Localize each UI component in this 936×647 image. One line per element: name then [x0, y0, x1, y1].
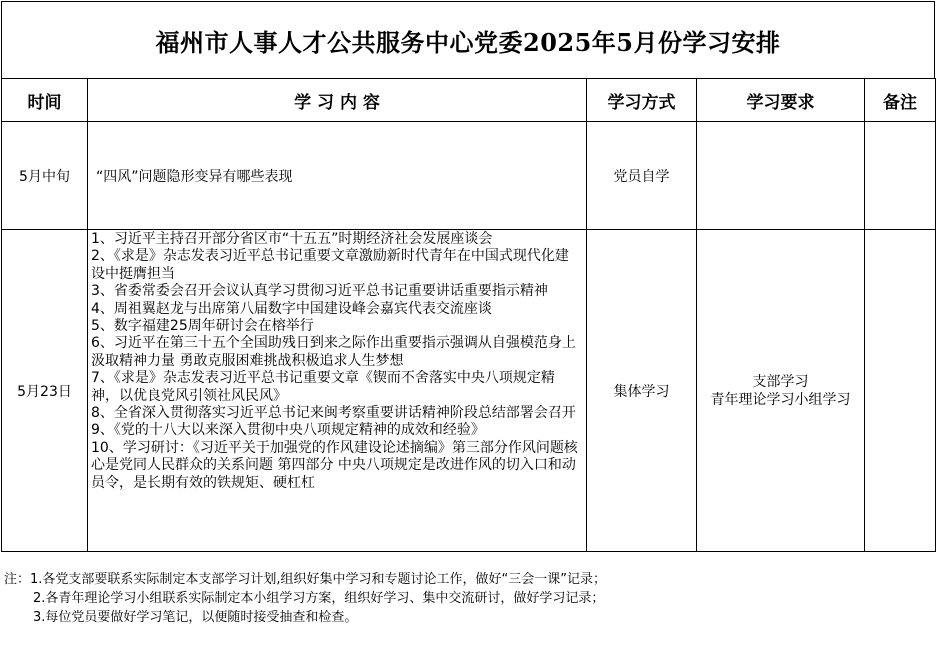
cell-remark	[865, 230, 936, 552]
study-item: 9、《党的十八大以来深入贯彻中央八项规定精神的成效和经验》	[91, 422, 485, 439]
study-item: 2、《求是》杂志发表习近平总书记重要文章激励新时代青年在中国式现代化建设中挺膺担当	[91, 248, 569, 282]
cell-content: “四风”问题隐形变异有哪些表现	[88, 122, 587, 230]
study-item: 8、全省深入贯彻落实习近平总书记来闽考察重要讲话精神阶段总结部署会召开	[91, 405, 576, 422]
header-method: 学习方式	[587, 79, 697, 122]
cell-requirement	[697, 230, 865, 552]
note-line: 注：1.各党支部要联系实际制定本支部学习计划,组织好集中学习和专题讨论工作，做好“三会一课”记录；	[4, 572, 607, 587]
cell-remark	[865, 122, 936, 230]
cell-time: 5月23日	[2, 230, 88, 552]
schedule-table	[1, 78, 936, 552]
note-line: 3.每位党员要做好学习笔记，以便随时接受抽查和检查。	[33, 610, 358, 625]
table-header-row	[2, 79, 936, 122]
note-line: 2.各青年理论学习小组联系实际制定本小组学习方案，组织好学习、集中交流研讨，做好学习记录；	[33, 591, 605, 606]
table-row	[2, 230, 936, 552]
requirement-line: 支部学习	[752, 373, 809, 390]
requirement-line: 青年理论学习小组学习	[710, 391, 851, 408]
cell-method: 党员自学	[587, 122, 697, 230]
study-item: 4、周祖翼赵龙与出席第八届数字中国建设峰会嘉宾代表交流座谈	[91, 300, 492, 317]
table-row	[2, 122, 936, 230]
study-item: 7、《求是》杂志发表习近平总书记重要文章《锲而不舍落实中央八项规定精神，以优良党风引领社风民风》	[91, 370, 555, 404]
header-remark: 备注	[865, 79, 936, 122]
study-item: 5、数字福建25周年研讨会在榕举行	[91, 318, 314, 335]
study-item: 10、学习研讨：《习近平关于加强党的作风建设论述摘编》第三部分作风问题核心是党同人民群众的关系问题 第四部分 中央八项规定是改进作风的切入口和动员令，是长期有效的铁规矩、硬杠杠	[91, 439, 578, 491]
study-item: 3、省委常委会召开会议认真学习贯彻习近平总书记重要讲话重要指示精神	[91, 283, 548, 300]
notes-section	[4, 570, 930, 627]
page-title: 福州市人事人才公共服务中心党委2025年5月份学习安排	[1, 1, 935, 79]
cell-content	[88, 230, 587, 552]
cell-time: 5月中旬	[2, 122, 88, 230]
cell-method: 集体学习	[587, 230, 697, 552]
cell-requirement	[697, 122, 865, 230]
study-item: 6、习近平在第三十五个全国助残日到来之际作出重要指示强调从自强模范身上汲取精神力量 勇敢克服困难挑战积极追求人生梦想	[91, 335, 576, 369]
study-item: 1、习近平主持召开部分省区市“十五五”时期经济社会发展座谈会	[91, 231, 493, 247]
header-time: 时间	[2, 79, 88, 122]
header-requirement: 学习要求	[697, 79, 865, 122]
header-content: 学 习 内 容	[88, 79, 587, 122]
